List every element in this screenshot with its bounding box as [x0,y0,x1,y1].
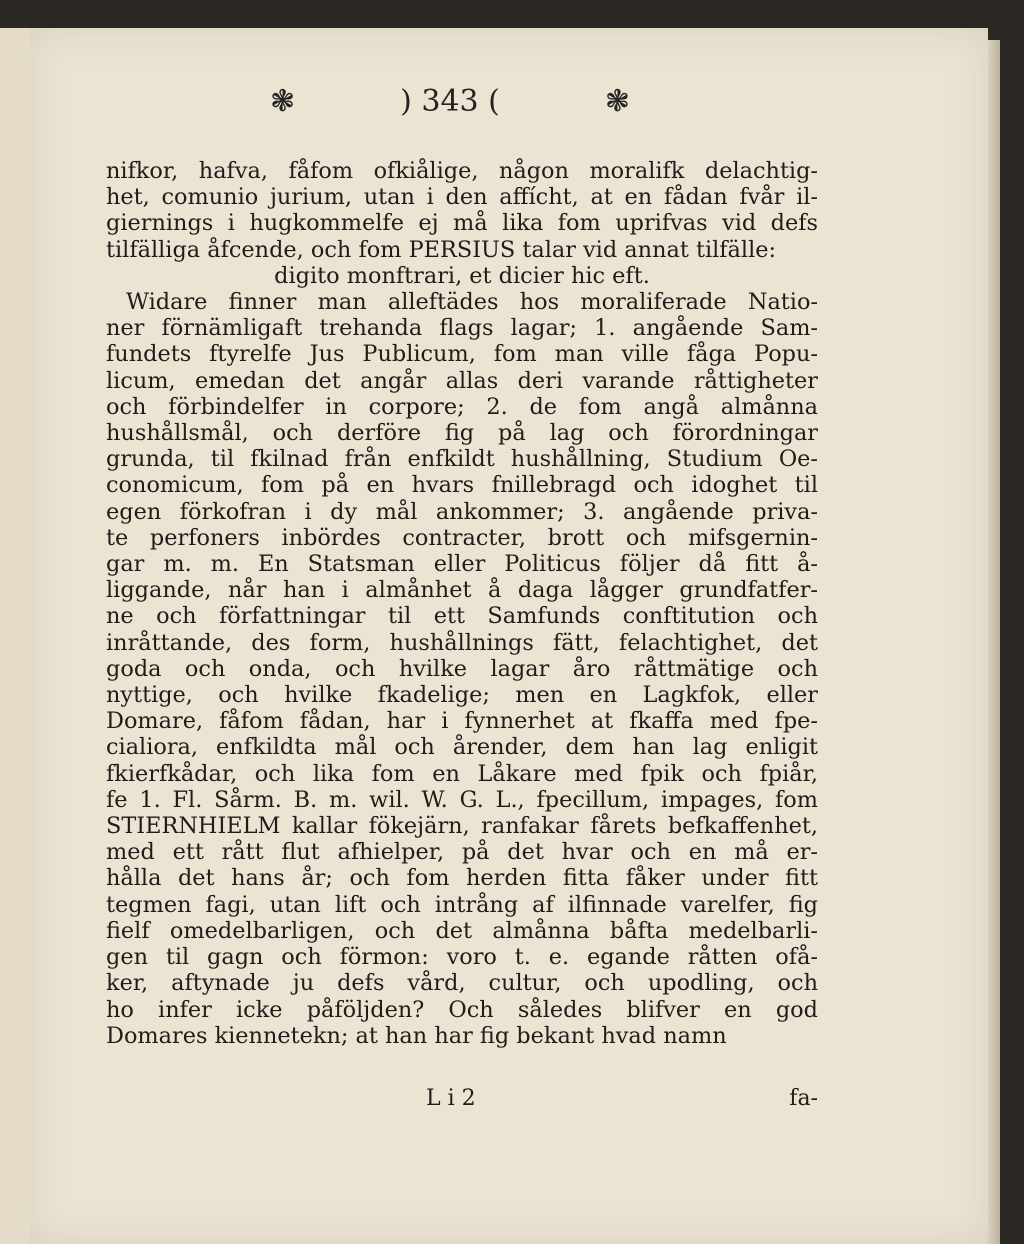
text-line: nyttige, och hvilke fkadelige; men en Lagkfok, eller [106,682,818,709]
text-line: cialiora, enfkildta mål och årender, dem han lag enligit [106,734,818,761]
text-line: Domares kiennetekn; at han har fig bekant hvad namn [106,1022,727,1049]
page-header [270,84,630,119]
text-line: gen til gagn och förmon: voro t. e. egande råtten ofå- [106,944,818,971]
text-line: goda och onda, och hvilke lagar åro råttmätige och [106,655,818,682]
text-line: te perfoners inbördes contracter, brott och mifsgernin- [106,524,818,551]
text-line: och förbindelfer in corpore; 2. de fom angå almånna [106,393,818,420]
text-line: fielf omedelbarligen, och det almånna båfta medelbarli- [106,917,818,944]
page-number: ) 343 ( [400,84,500,119]
text-line: digito monftrari, et dicier hic eft. [274,262,650,289]
text-line: liggande, når han i almånhet å daga lågger grundfatfer- [106,577,818,604]
text-line: ho infer icke påföljden? Och således blifver en god [106,996,818,1023]
text-line: fkierfkådar, och lika fom en Låkare med fpik och fpiår, [106,760,818,787]
text-line: tegmen fagi, utan lift och intrång af ilfinnade varelfer, fig [106,891,818,918]
text-line: ker, aftynade ju defs vård, cultur, och upodling, och [106,970,818,997]
flower-ornament-left-icon: ❃ [270,83,296,119]
text-line: nifkor, hafva, fåfom ofkiålige, någon moralifk delachtig- [106,158,818,184]
text-line: STIERNHIELM kallar fökejärn, ranfakar fårets befkaffenhet, [106,813,818,840]
text-line: het, comunio jurium, utan i den affícht, at en fådan fvår il- [106,184,818,211]
flower-ornament-right-icon: ❃ [604,83,630,119]
text-line: giernings i hugkommelfe ej må lika fom uprifvas vid defs [106,210,818,237]
page-stack-edge [988,40,1000,1244]
text-line: inråttande, des form, hushållnings fätt, felachtighet, det [106,629,818,656]
text-line: grunda, til fkilnad från enfkildt hushållning, Studium Oe- [106,446,818,473]
text-line: fe 1. Fl. Sårm. B. m. wil. W. G. L., fpecillum, impages, fom [106,786,818,813]
text-line: conomicum, fom på en hvars fnillebragd och idoghet til [106,472,818,499]
page-footer [106,1086,818,1111]
text-line: hushållsmål, och derföre fig på lag och förordningar [106,420,818,447]
text-line: fundets ftyrelfe Jus Publicum, fom man ville fåga Popu- [106,341,818,368]
text-line: tilfälliga åfcende, och fom PERSIUS talar vid annat tilfälle: [106,236,777,263]
text-line: licum, emedan det angår allas deri varande råttigheter [106,367,818,394]
text-line: ne och författningar til ett Samfunds conftitution och [106,603,818,630]
left-page-edge [0,28,32,1244]
text-line: med ett rått flut afhielper, på det hvar och en må er- [106,839,818,866]
text-line: Domare, fåfom fådan, har i fynnerhet at fkaffa med fpe- [106,708,818,735]
signature-mark: L i 2 [426,1086,476,1111]
body-text [106,158,818,1049]
text-line: Widare finner man alleftädes hos moraliferade Natio- [126,289,818,316]
text-line: gar m. m. En Statsman eller Politicus följer då fitt å- [106,551,818,578]
text-line: egen förkofran i dy mål ankommer; 3. angående priva- [106,498,818,525]
text-line: hålla det hans år; och fom herden fitta fåker under fitt [106,865,818,892]
catchword: fa- [789,1086,818,1111]
text-line: ner förnämligaft trehanda flags lagar; 1. angående Sam- [106,315,818,342]
